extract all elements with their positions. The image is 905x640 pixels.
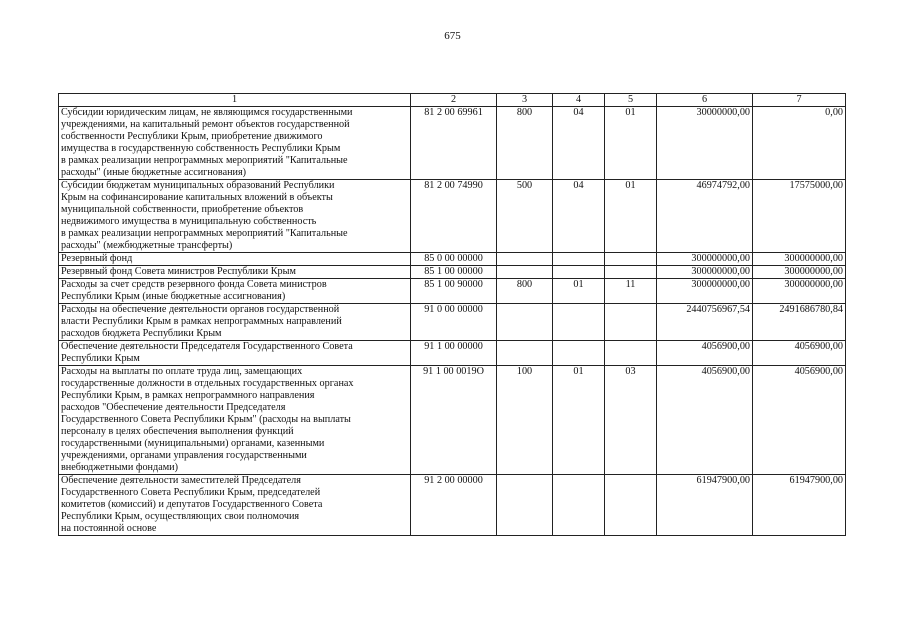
table-row — [59, 341, 846, 366]
row-rz: 01 — [553, 366, 605, 475]
row-sum-1: 30000000,00 — [657, 107, 753, 180]
table-row — [59, 266, 846, 279]
row-rz — [553, 266, 605, 279]
row-name: Резервный фонд — [59, 253, 411, 266]
row-pr: 01 — [605, 180, 657, 253]
header-row — [59, 94, 846, 107]
row-vr: 800 — [497, 279, 553, 304]
row-rz — [553, 341, 605, 366]
header-col-1: 1 — [59, 94, 411, 107]
row-sum-1: 46974792,00 — [657, 180, 753, 253]
row-sum-2: 0,00 — [753, 107, 846, 180]
row-csr: 91 1 00 00000 — [411, 341, 497, 366]
row-sum-1: 4056900,00 — [657, 341, 753, 366]
row-sum-1: 300000000,00 — [657, 253, 753, 266]
row-pr — [605, 475, 657, 536]
row-csr: 91 1 00 0019О — [411, 366, 497, 475]
row-sum-2: 300000000,00 — [753, 279, 846, 304]
row-name: Субсидии юридическим лицам, не являющимся государственными учреждениями, на капитальный ремонт объектов государственной собственности Республики Крым, приобретение движимого имущества в государственную собственность Республики Крым в рамках реализации непрограммных мероприятий "Капитальные расходы" (иные бюджетные ассигнования) — [59, 107, 411, 180]
row-sum-2: 300000000,00 — [753, 266, 846, 279]
row-pr — [605, 341, 657, 366]
row-csr: 91 2 00 00000 — [411, 475, 497, 536]
row-sum-2: 2491686780,84 — [753, 304, 846, 341]
row-name: Расходы на обеспечение деятельности органов государственной власти Республики Крым в рамках непрограммных направлений расходов бюджета Республики Крым — [59, 304, 411, 341]
header-col-4: 4 — [553, 94, 605, 107]
row-sum-2: 4056900,00 — [753, 341, 846, 366]
row-sum-1: 4056900,00 — [657, 366, 753, 475]
row-pr: 01 — [605, 107, 657, 180]
row-sum-2: 300000000,00 — [753, 253, 846, 266]
header-col-3: 3 — [497, 94, 553, 107]
header-col-5: 5 — [605, 94, 657, 107]
row-sum-1: 61947900,00 — [657, 475, 753, 536]
row-sum-2: 4056900,00 — [753, 366, 846, 475]
row-pr — [605, 266, 657, 279]
row-name: Расходы на выплаты по оплате труда лиц, замещающих государственные должности в отдельных государственных органах Республики Крым, в рамках непрограммного направления расходов "Обеспечение деятельности Председателя Государственного Совета Республики Крым" (расходы на выплаты персоналу в целях обеспечения выполнения функций государственными (муниципальными) органами, казенными учреждениями, органами управления государственными внебюджетными фондами) — [59, 366, 411, 475]
row-rz: 01 — [553, 279, 605, 304]
budget-table — [58, 93, 846, 536]
row-sum-2: 61947900,00 — [753, 475, 846, 536]
row-name: Обеспечение деятельности заместителей Председателя Государственного Совета Республики Крым, председателей комитетов (комиссий) и депутатов Государственного Совета Республики Крым, осуществляющих свои полномочия на постоянной основе — [59, 475, 411, 536]
row-name: Обеспечение деятельности Председателя Государственного Совета Республики Крым — [59, 341, 411, 366]
row-rz — [553, 475, 605, 536]
table-row — [59, 180, 846, 253]
header-col-6: 6 — [657, 94, 753, 107]
row-sum-1: 300000000,00 — [657, 266, 753, 279]
row-pr — [605, 304, 657, 341]
header-col-7: 7 — [753, 94, 846, 107]
row-csr: 85 0 00 00000 — [411, 253, 497, 266]
row-pr: 11 — [605, 279, 657, 304]
table-row — [59, 253, 846, 266]
row-vr — [497, 475, 553, 536]
row-vr — [497, 253, 553, 266]
row-sum-1: 2440756967,54 — [657, 304, 753, 341]
table-row — [59, 279, 846, 304]
row-vr — [497, 266, 553, 279]
row-sum-1: 300000000,00 — [657, 279, 753, 304]
row-pr — [605, 253, 657, 266]
row-rz — [553, 304, 605, 341]
header-col-2: 2 — [411, 94, 497, 107]
row-csr: 81 2 00 69961 — [411, 107, 497, 180]
table-row — [59, 475, 846, 536]
row-vr — [497, 304, 553, 341]
table-row — [59, 366, 846, 475]
row-name: Субсидии бюджетам муниципальных образований Республики Крым на софинансирование капитальных вложений в объекты муниципальной собственности, приобретение объектов недвижимого имущества в муниципальную собственность в рамках реализации непрограммных мероприятий "Капитальные расходы" (межбюджетные трансферты) — [59, 180, 411, 253]
table-row — [59, 304, 846, 341]
row-vr — [497, 341, 553, 366]
table-row — [59, 107, 846, 180]
row-rz: 04 — [553, 107, 605, 180]
row-vr: 500 — [497, 180, 553, 253]
row-csr: 85 1 00 90000 — [411, 279, 497, 304]
row-rz: 04 — [553, 180, 605, 253]
row-vr: 100 — [497, 366, 553, 475]
row-rz — [553, 253, 605, 266]
page-number: 675 — [444, 30, 461, 42]
row-csr: 91 0 00 00000 — [411, 304, 497, 341]
row-pr: 03 — [605, 366, 657, 475]
row-name: Расходы за счет средств резервного фонда Совета министров Республики Крым (иные бюджетные ассигнования) — [59, 279, 411, 304]
row-vr: 800 — [497, 107, 553, 180]
row-csr: 85 1 00 00000 — [411, 266, 497, 279]
row-sum-2: 17575000,00 — [753, 180, 846, 253]
row-name: Резервный фонд Совета министров Республики Крым — [59, 266, 411, 279]
row-csr: 81 2 00 74990 — [411, 180, 497, 253]
